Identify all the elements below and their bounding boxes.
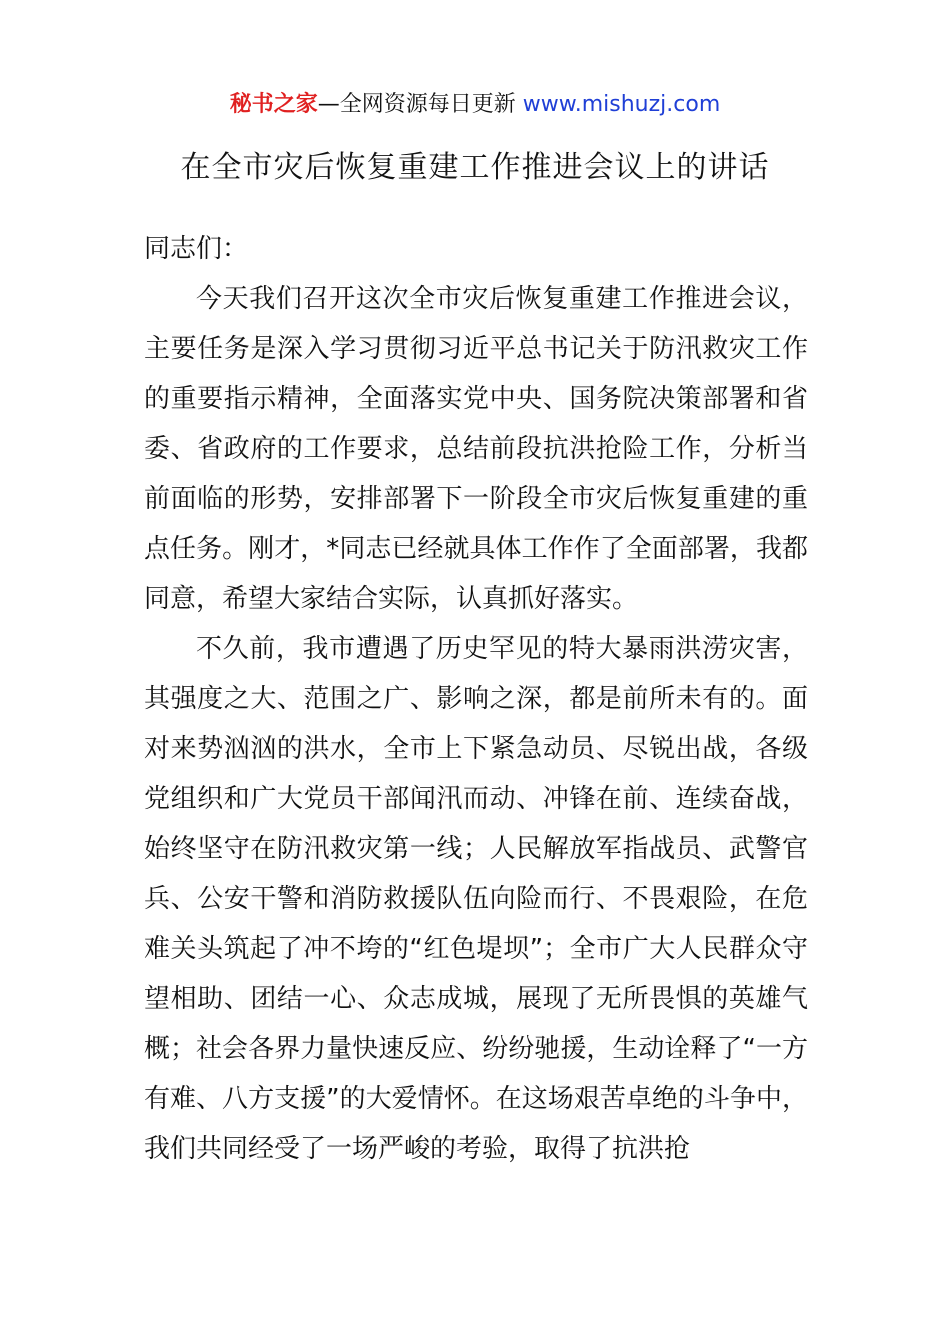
paragraph-1: 今天我们召开这次全市灾后恢复重建工作推进会议，主要任务是深入学习贯彻习近平总书记关于防汛救灾工作的重要指示精神，全面落实党中央、国务院决策部署和省委、省政府的工作要求，总结前段抗洪抢险工作，分析当前面临的形势，安排部署下一阶段全市灾后恢复重建的重点任务。刚才，*同志已经就具体工作作了全面部署，我都同意，希望大家结合实际，认真抓好落实。 bbox=[144, 284, 808, 614]
site-tagline: —全网资源每日更新 bbox=[317, 92, 516, 117]
site-brand: 秘书之家 bbox=[229, 92, 318, 117]
document-title: 在全市灾后恢复重建工作推进会议上的讲话 bbox=[180, 150, 770, 185]
paragraph-2: 不久前，我市遭遇了历史罕见的特大暴雨洪涝灾害，其强度之大、范围之广、影响之深，都是前所未有的。面对来势汹汹的洪水，全市上下紧急动员、尽锐出战，各级党组织和广大党员干部闻汛而动、冲锋在前、连续奋战，始终坚守在防汛救灾第一线；人民解放军指战员、武警官兵、公安干警和消防救援队伍向险而行、不畏艰险，在危难关头筑起了冲不垮的“红色堤坝”；全市广大人民群众守望相助、团结一心、众志成城，展现了无所畏惧的英雄气概；社会各界力量快速反应、纷纷驰援，生动诠释了“一方有难、八方支援”的大爱情怀。在这场艰苦卓绝的斗争中，我们共同经受了一场严峻的考验，取得了抗洪抢 bbox=[144, 634, 808, 1164]
salutation: 同志们： bbox=[144, 234, 249, 264]
document-body bbox=[144, 224, 808, 1174]
site-url-link[interactable]: www.mishuzj.com bbox=[522, 92, 721, 117]
site-header bbox=[0, 88, 950, 122]
